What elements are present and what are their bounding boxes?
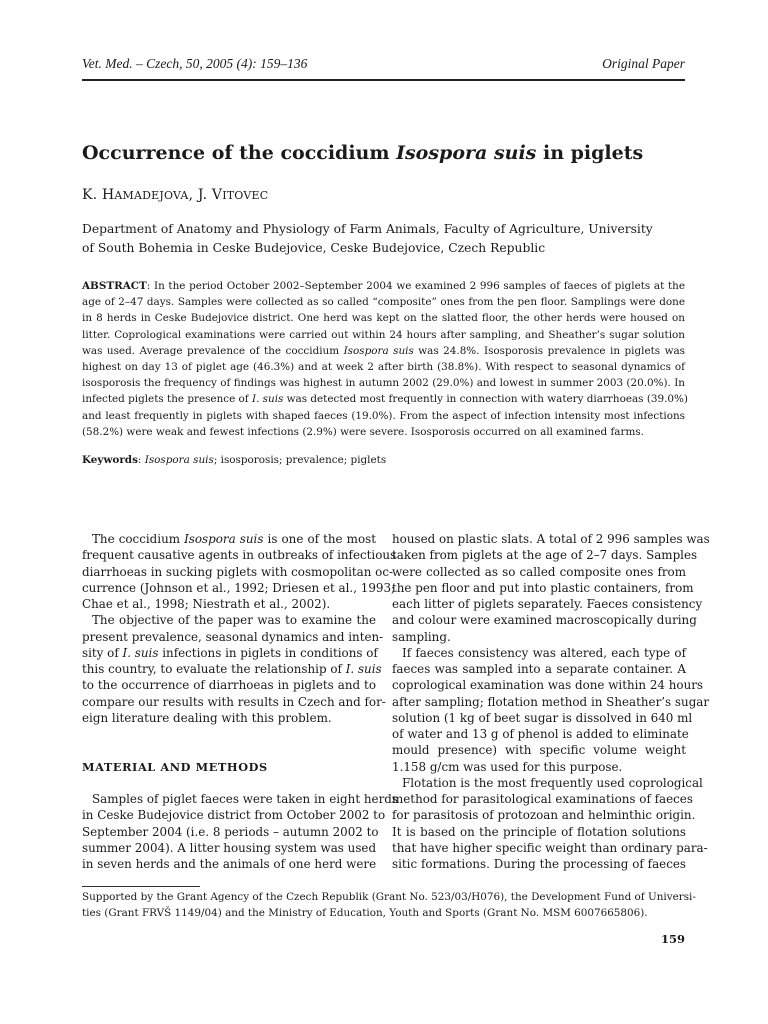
article-title: Occurrence of the coccidium Isospora suis in piglets	[82, 142, 644, 164]
author-2: J. VITOVEC	[197, 187, 269, 203]
affiliation: Department of Anatomy and Physiology of Farm Animals, Faculty of Agriculture, University of South Bohemia in Ceske Budejovice, Ceske Budejovice, Czech Republic	[82, 222, 653, 255]
abstract-label: ABSTRACT	[82, 280, 147, 292]
footnote: Supported by the Grant Agency of the Czech Republik (Grant No. 523/03/H076), the Development Fund of Universi- ties (Grant FRVŠ 1149/04) and the Ministry of Education, Youth and Sports (Grant No. MSM 6007665806).	[82, 891, 696, 920]
body-column-left: The coccidium Isospora suis is one of the most frequent causative agents in outbreaks of infectious diarrhoeas in sucking piglets with cosmopolitan oc- currence (Johnson et al., 1992; Driesen et al., 1993; Chae et al., 1998; Niestrath et al., 2002). The objective of the paper was to examine the present prevalence, seasonal dynamics and inten- sity of I. suis infections in piglets in conditions of this country, to evaluate the relationship of I. suis to the occurrence of diarrhoeas in piglets and to compare our results with results in Czech and for- eign literature dealing with this problem. MATERIAL AND METHODS Samples of piglet faeces were taken in eight herds in Ceske Budejovice district from October 2002 to September 2004 (i.e. 8 periods – autumn 2002 to summer 2004). A litter housing system was used in seven herds and the animals of one herd were	[82, 532, 398, 871]
running-header	[82, 56, 685, 72]
keywords: Keywords: Isospora suis; isosporosis; prevalence; piglets	[82, 454, 387, 466]
abstract: ABSTRACT: In the period October 2002–September 2004 we examined 2 996 samples of faeces of piglets at the age of 2–47 days. Samples were collected as so called “composite” ones from the pen floor. Samplings were done in 8 herds in Ceske Budejovice district. One herd was kept on the slatted floor, the other herds were housed on litter. Coprological examinations were carried out within 24 hours after sampling, and Sheather’s sugar solution was used. Average prevalence of the coccidium Isospora suis was 24.8%. Isosporosis prevalence in piglets was highest on day 13 of piglet age (46.3%) and at week 2 after birth (38.8%). With respect to seasonal dynamics of isosporosis the frequency of findings was highest in autumn 2002 (29.0%) and lowest in summer 2003 (20.0%). In infected piglets the presence of I. suis was detected most frequently in connection with watery diarrhoeas (39.0%) and least frequently in piglets with shaped faeces (19.0%). From the aspect of infection intensity most infections (58.2%) were weak and fewest infections (2.9%) were severe. Isosporosis occurred on all examined farms.	[82, 280, 688, 438]
journal-citation: Vet. Med. – Czech, 50, 2005 (4): 159–136	[82, 56, 308, 71]
footnote-rule	[82, 886, 200, 887]
header-rule	[82, 79, 685, 81]
paragraph-line: The coccidium Isospora suis is one of the most	[92, 532, 376, 546]
article-type: Original Paper	[602, 56, 685, 71]
page-number: 159	[660, 932, 685, 946]
section-heading: MATERIAL AND METHODS	[82, 759, 268, 774]
authors: K. HAMADEJOVA, J. VITOVEC	[82, 187, 269, 203]
body-column-right: housed on plastic slats. A total of 2 996 samples was taken from piglets at the age of 2–7 days. Samples were collected as so called composite ones from the pen floor and put into plastic containers, from each litter of piglets separately. Faeces consistency and colour were examined macroscopically during sampling. If faeces consistency was altered, each type of faeces was sampled into a separate container. A coprological examination was done within 24 hours after sampling; flotation method in Sheather’s sugar solution (1 kg of beet sugar is dissolved in 640 ml of water and 13 g of phenol is added to eliminate mould presence) with specific volume weight 1.158 g/cm was used for this purpose. Flotation is the most frequently used coprological method for parasitological examinations of faeces for parasitosis of protozoan and helminthic origin. It is based on the principle of flotation solutions that have higher specific weight than ordinary para- sitic formations. During the processing of faeces	[392, 532, 710, 871]
author-1: K. HAMADEJOVA	[82, 187, 189, 203]
